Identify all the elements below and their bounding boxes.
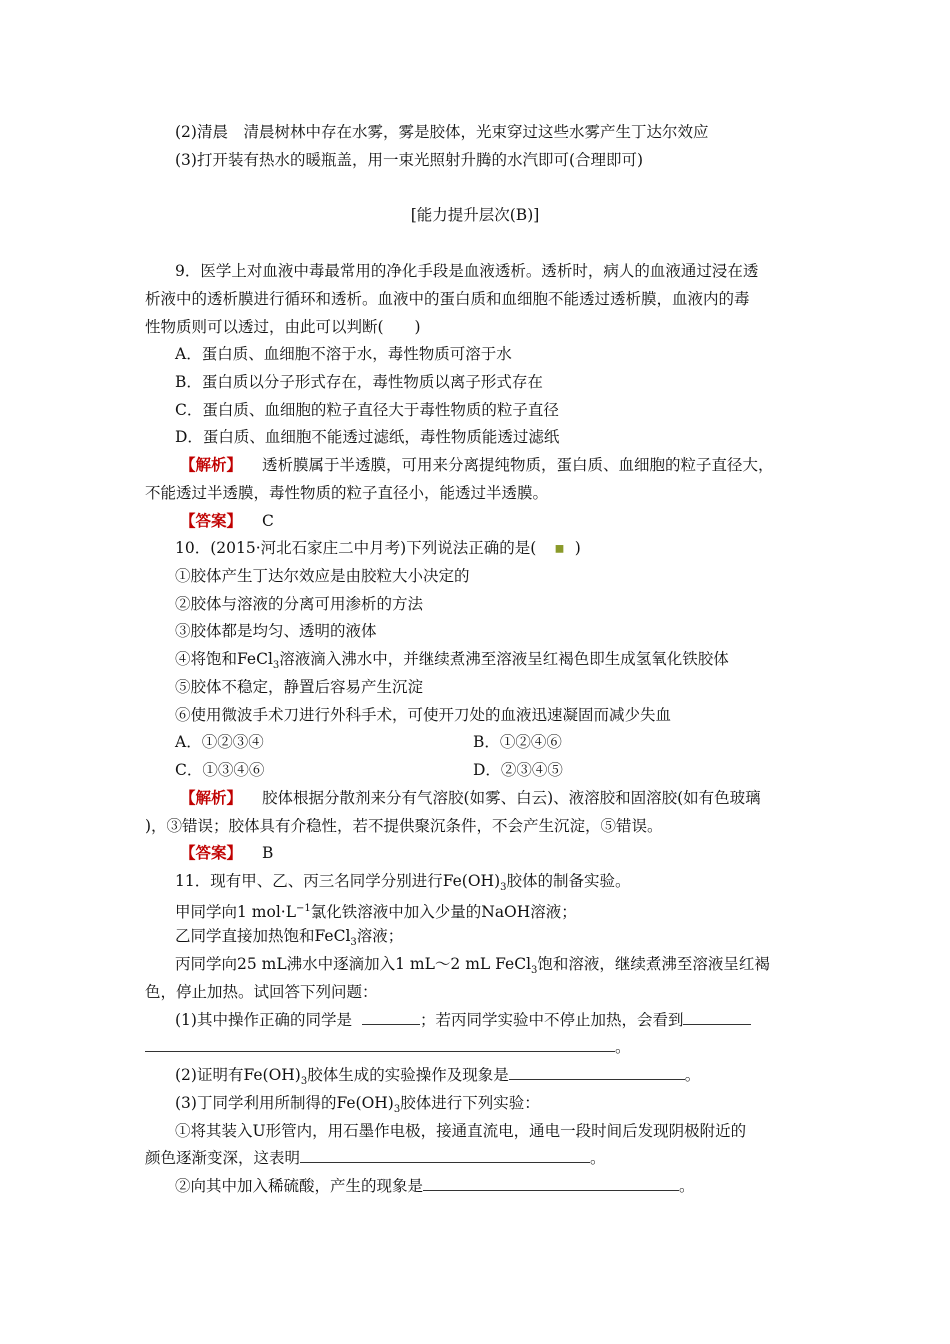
q10-analysis-text-1: 胶体根据分散剂来分有气溶胶(如雾、白云)、液溶胶和固溶胶(如有色玻璃 — [262, 789, 761, 807]
q11-stem-sub: 3 — [500, 882, 507, 894]
q9-stem-line-3: 性物质则可以透过，由此可以判断( ) — [145, 318, 421, 336]
analysis-tag: 【解析】 — [180, 788, 243, 807]
q9-answer: C — [262, 512, 274, 530]
q11-p3-2-text: 颜色逐渐变深，这表明 — [145, 1149, 301, 1167]
q10-s4-b: 溶液滴入沸水中，并继续煮沸至溶液呈红褐色即生成氢氧化铁胶体 — [279, 650, 729, 668]
q10-option-b: B．①②④⑥ — [473, 733, 562, 751]
period: 。 — [679, 1177, 695, 1195]
q11-p3-3-text: ②向其中加入稀硫酸，产生的现象是 — [175, 1177, 424, 1195]
q11-p2-text-a: (2)证明有Fe(OH) — [175, 1066, 301, 1084]
q11-p1-text-b: ；若丙同学实验中不停止加热，会看到 — [419, 1011, 684, 1029]
q11-part-2 — [175, 1065, 700, 1092]
q11-p3-sub: 3 — [393, 1104, 401, 1116]
q10-statement-6: ⑥使用微波手术刀进行外科手术，可使开刀处的血液迅速凝固而减少失血 — [175, 706, 672, 724]
q9-option-d: D．蛋白质、血细胞不能透过滤纸，毒性物质能透过滤纸 — [175, 428, 560, 446]
q11-part-3-2 — [175, 1176, 695, 1196]
q10-option-d: D．②③④⑤ — [473, 761, 563, 779]
answer-blank[interactable] — [683, 1010, 751, 1025]
period: 。 — [590, 1149, 606, 1167]
q10-analysis-line-1 — [180, 788, 761, 808]
q9-stem-line-1: 9．医学上对血液中毒最常用的净化手段是血液透析。透析时，病人的血液通过浸在透 — [175, 262, 759, 280]
q11-yi-b: 溶液； — [356, 927, 404, 945]
q11-stem-a: 11．现有甲、乙、丙三名同学分别进行Fe(OH) — [175, 872, 501, 890]
q11-stem-b: 胶体的制备实验。 — [506, 872, 631, 890]
q11-yi-sub: 3 — [350, 937, 357, 949]
q10-answer-line — [180, 843, 273, 863]
q10-option-a: A．①②③④ — [175, 733, 264, 751]
q11-part-1 — [175, 1010, 751, 1030]
q11-bing-line-1 — [175, 954, 770, 981]
answer-blank[interactable] — [509, 1065, 685, 1080]
q9-answer-line — [180, 511, 274, 531]
q10-statement-5: ⑤胶体不稳定，静置后容易产生沉淀 — [175, 678, 424, 696]
period: 。 — [684, 1066, 701, 1084]
q10-statement-1: ①胶体产生丁达尔效应是由胶粒大小决定的 — [175, 567, 470, 585]
analysis-tag: 【解析】 — [180, 455, 243, 474]
answer-blank[interactable] — [300, 1148, 590, 1163]
q11-jia-a: 甲同学向1 mol·L — [175, 903, 296, 922]
q10-stem-close: ) — [574, 539, 581, 557]
q9-analysis-line-1 — [180, 455, 774, 475]
q9-stem-line-2: 析液中的透析膜进行循环和透析。血液中的蛋白质和血细胞不能透过透析膜，血液内的毒 — [145, 290, 750, 308]
q10-analysis-line-2: )，③错误；胶体具有介稳性，若不提供聚沉条件，不会产生沉淀，⑤错误。 — [145, 817, 663, 835]
answer-blank[interactable] — [423, 1176, 679, 1191]
q11-p2-sub: 3 — [300, 1076, 308, 1088]
q9-option-b: B．蛋白质以分子形式存在，毒性物质以离子形式存在 — [175, 373, 543, 391]
q11-bing-a: 丙同学向25 mL沸水中逐滴加入1 mL～2 mL FeCl — [175, 955, 532, 973]
mark-dot: ▪ — [554, 539, 565, 557]
q11-yi-line — [175, 926, 403, 953]
answer-tag: 【答案】 — [180, 843, 243, 862]
q9-option-c: C．蛋白质、血细胞的粒子直径大于毒性物质的粒子直径 — [175, 401, 559, 419]
q11-p3-text-a: (3)丁同学利用所制得的Fe(OH) — [175, 1094, 394, 1112]
answer-blank[interactable] — [362, 1010, 420, 1025]
q10-statement-2: ②胶体与溶液的分离可用渗析的方法 — [175, 595, 424, 613]
q11-p1-text-a: (1)其中操作正确的同学是 — [175, 1011, 352, 1029]
q10-statement-3: ③胶体都是均匀、透明的液体 — [175, 622, 377, 640]
q10-option-c: C．①③④⑥ — [175, 761, 265, 779]
answer-tag: 【答案】 — [180, 511, 243, 530]
q11-jia-b: 氯化铁溶液中加入少量的NaOH溶液； — [310, 903, 577, 922]
q11-p2-text-b: 胶体生成的实验操作及现象是 — [307, 1066, 509, 1084]
q9-analysis-text-1: 透析膜属于半透膜，可用来分离提纯物质，蛋白质、血细胞的粒子直径大， — [262, 456, 774, 474]
q11-part-1-cont — [145, 1037, 631, 1057]
q10-s4-a: ④将饱和FeCl — [175, 650, 273, 668]
q11-stem — [175, 871, 631, 898]
q9-option-a: A．蛋白质、血细胞不溶于水，毒性物质可溶于水 — [175, 345, 512, 363]
q11-bing-line-2: 色，停止加热。试回答下列问题： — [145, 983, 378, 1001]
q11-jia-line — [175, 899, 577, 922]
q10-answer: B — [262, 844, 274, 862]
section-title: [能力提升层次(B)] — [410, 206, 540, 224]
q9-analysis-line-2: 不能透过半透膜，毒性物质的粒子直径小，能透过半透膜。 — [145, 484, 549, 502]
answer-blank[interactable] — [145, 1037, 615, 1052]
q11-part-3 — [175, 1093, 540, 1120]
q10-stem — [175, 538, 581, 558]
q11-bing-b: 饱和溶液，继续煮沸至溶液呈红褐 — [537, 955, 770, 973]
q11-part-3-1-line-1: ①将其装入U形管内，用石墨作电极，接通直流电，通电一段时间后发现阴极附近的 — [175, 1122, 747, 1140]
q11-yi-a: 乙同学直接加热饱和FeCl — [175, 927, 351, 945]
q11-p3-text-b: 胶体进行下列实验： — [400, 1094, 540, 1112]
q11-jia-sup: −1 — [296, 903, 311, 914]
answer-line-3: (3)打开装有热水的暖瓶盖，用一束光照射升腾的水汽即可(合理即可) — [175, 151, 644, 169]
q11-part-3-1-line-2 — [145, 1148, 606, 1168]
q11-bing-sub: 3 — [531, 965, 538, 977]
q10-statement-4 — [175, 649, 729, 676]
answer-line-2: (2)清晨 清晨树林中存在水雾，雾是胶体，光束穿过这些水雾产生丁达尔效应 — [175, 123, 709, 141]
q10-stem-text: 10．(2015·河北石家庄二中月考)下列说法正确的是( — [175, 539, 537, 557]
period: 。 — [615, 1038, 631, 1056]
q10-s4-sub: 3 — [272, 660, 280, 672]
